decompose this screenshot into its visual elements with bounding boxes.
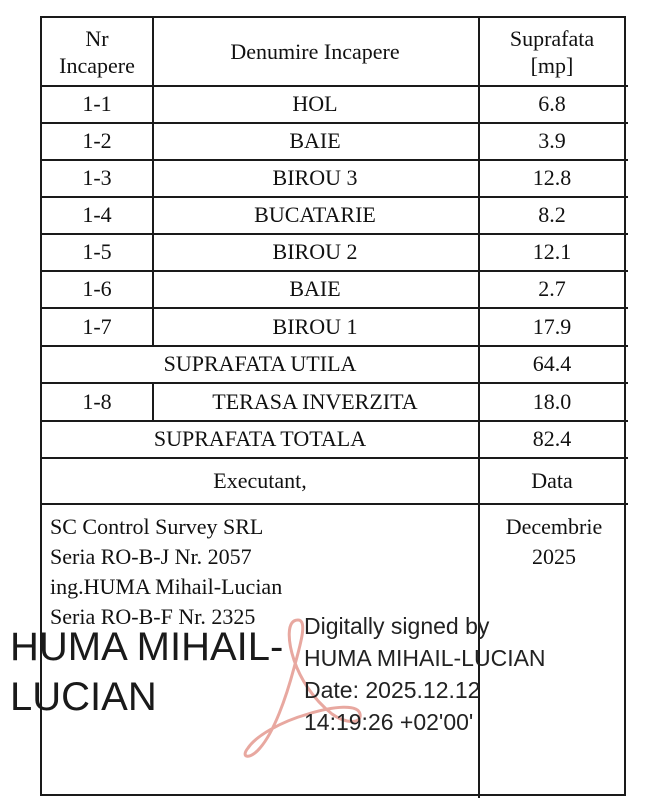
date-details [480, 512, 628, 572]
company-name: SC Control Survey SRL [50, 514, 264, 539]
suprafata-totala-label: SUPRAFATA TOTALA [153, 426, 367, 451]
signature-info-line: Digitally signed by [304, 613, 490, 639]
room-area: 17.9 [532, 313, 572, 339]
header-suprafata: Suprafata [mp] [509, 25, 595, 78]
room-nr: 1-7 [82, 313, 112, 339]
room-name: BIROU 2 [272, 239, 358, 264]
room-nr: 1-2 [82, 128, 112, 153]
room-area: 12.1 [532, 239, 572, 264]
room-name: HOL [292, 91, 338, 116]
date-year: 2025 [532, 544, 576, 569]
room-nr: 1-6 [82, 276, 112, 301]
header-nr-incapere: Nr Incapere [59, 25, 135, 78]
signature-info [304, 610, 546, 738]
data-label: Data [531, 467, 573, 493]
room-area: 12.8 [532, 165, 572, 190]
room-area: 18.0 [532, 388, 572, 414]
room-area: 2.7 [538, 276, 566, 301]
signature-name-line: LUCIAN [10, 675, 157, 719]
signature-time-line: 14:19:26 +02'00' [304, 709, 474, 735]
room-name: BIROU 3 [272, 165, 358, 190]
header-denumire-incapere: Denumire Incapere [230, 39, 400, 64]
room-area: 6.8 [538, 91, 566, 116]
suprafata-utila-value: 64.4 [532, 351, 572, 376]
room-nr: 1-5 [82, 239, 112, 264]
company-registration: Seria RO-B-J Nr. 2057 [50, 544, 252, 569]
room-area: 8.2 [538, 202, 566, 227]
room-nr: 1-4 [82, 202, 112, 227]
room-name: BAIE [289, 128, 341, 153]
signature-name [10, 622, 283, 722]
executant-label: Executant, [213, 467, 307, 493]
room-name: BAIE [289, 276, 341, 301]
engineer-name: ing.HUMA Mihail-Lucian [50, 574, 283, 599]
room-name: BUCATARIE [254, 202, 376, 227]
date-month: Decembrie [505, 514, 603, 539]
room-area: 3.9 [538, 128, 566, 153]
room-nr: 1-3 [82, 165, 112, 190]
table-rule [42, 503, 628, 505]
room-name: BIROU 1 [272, 313, 358, 339]
room-nr: 1-8 [82, 388, 112, 414]
room-name: TERASA INVERZITA [212, 388, 418, 414]
signature-name-line: HUMA MIHAIL- [10, 625, 284, 669]
signature-date-line: Date: 2025.12.12 [304, 677, 481, 703]
engineer-authorization: Seria RO-B-F Nr. 2325 [50, 604, 256, 629]
signature-info-line: HUMA MIHAIL-LUCIAN [304, 645, 546, 671]
suprafata-utila-label: SUPRAFATA UTILA [163, 351, 357, 376]
suprafata-totala-value: 82.4 [532, 426, 572, 451]
room-nr: 1-1 [82, 91, 112, 116]
